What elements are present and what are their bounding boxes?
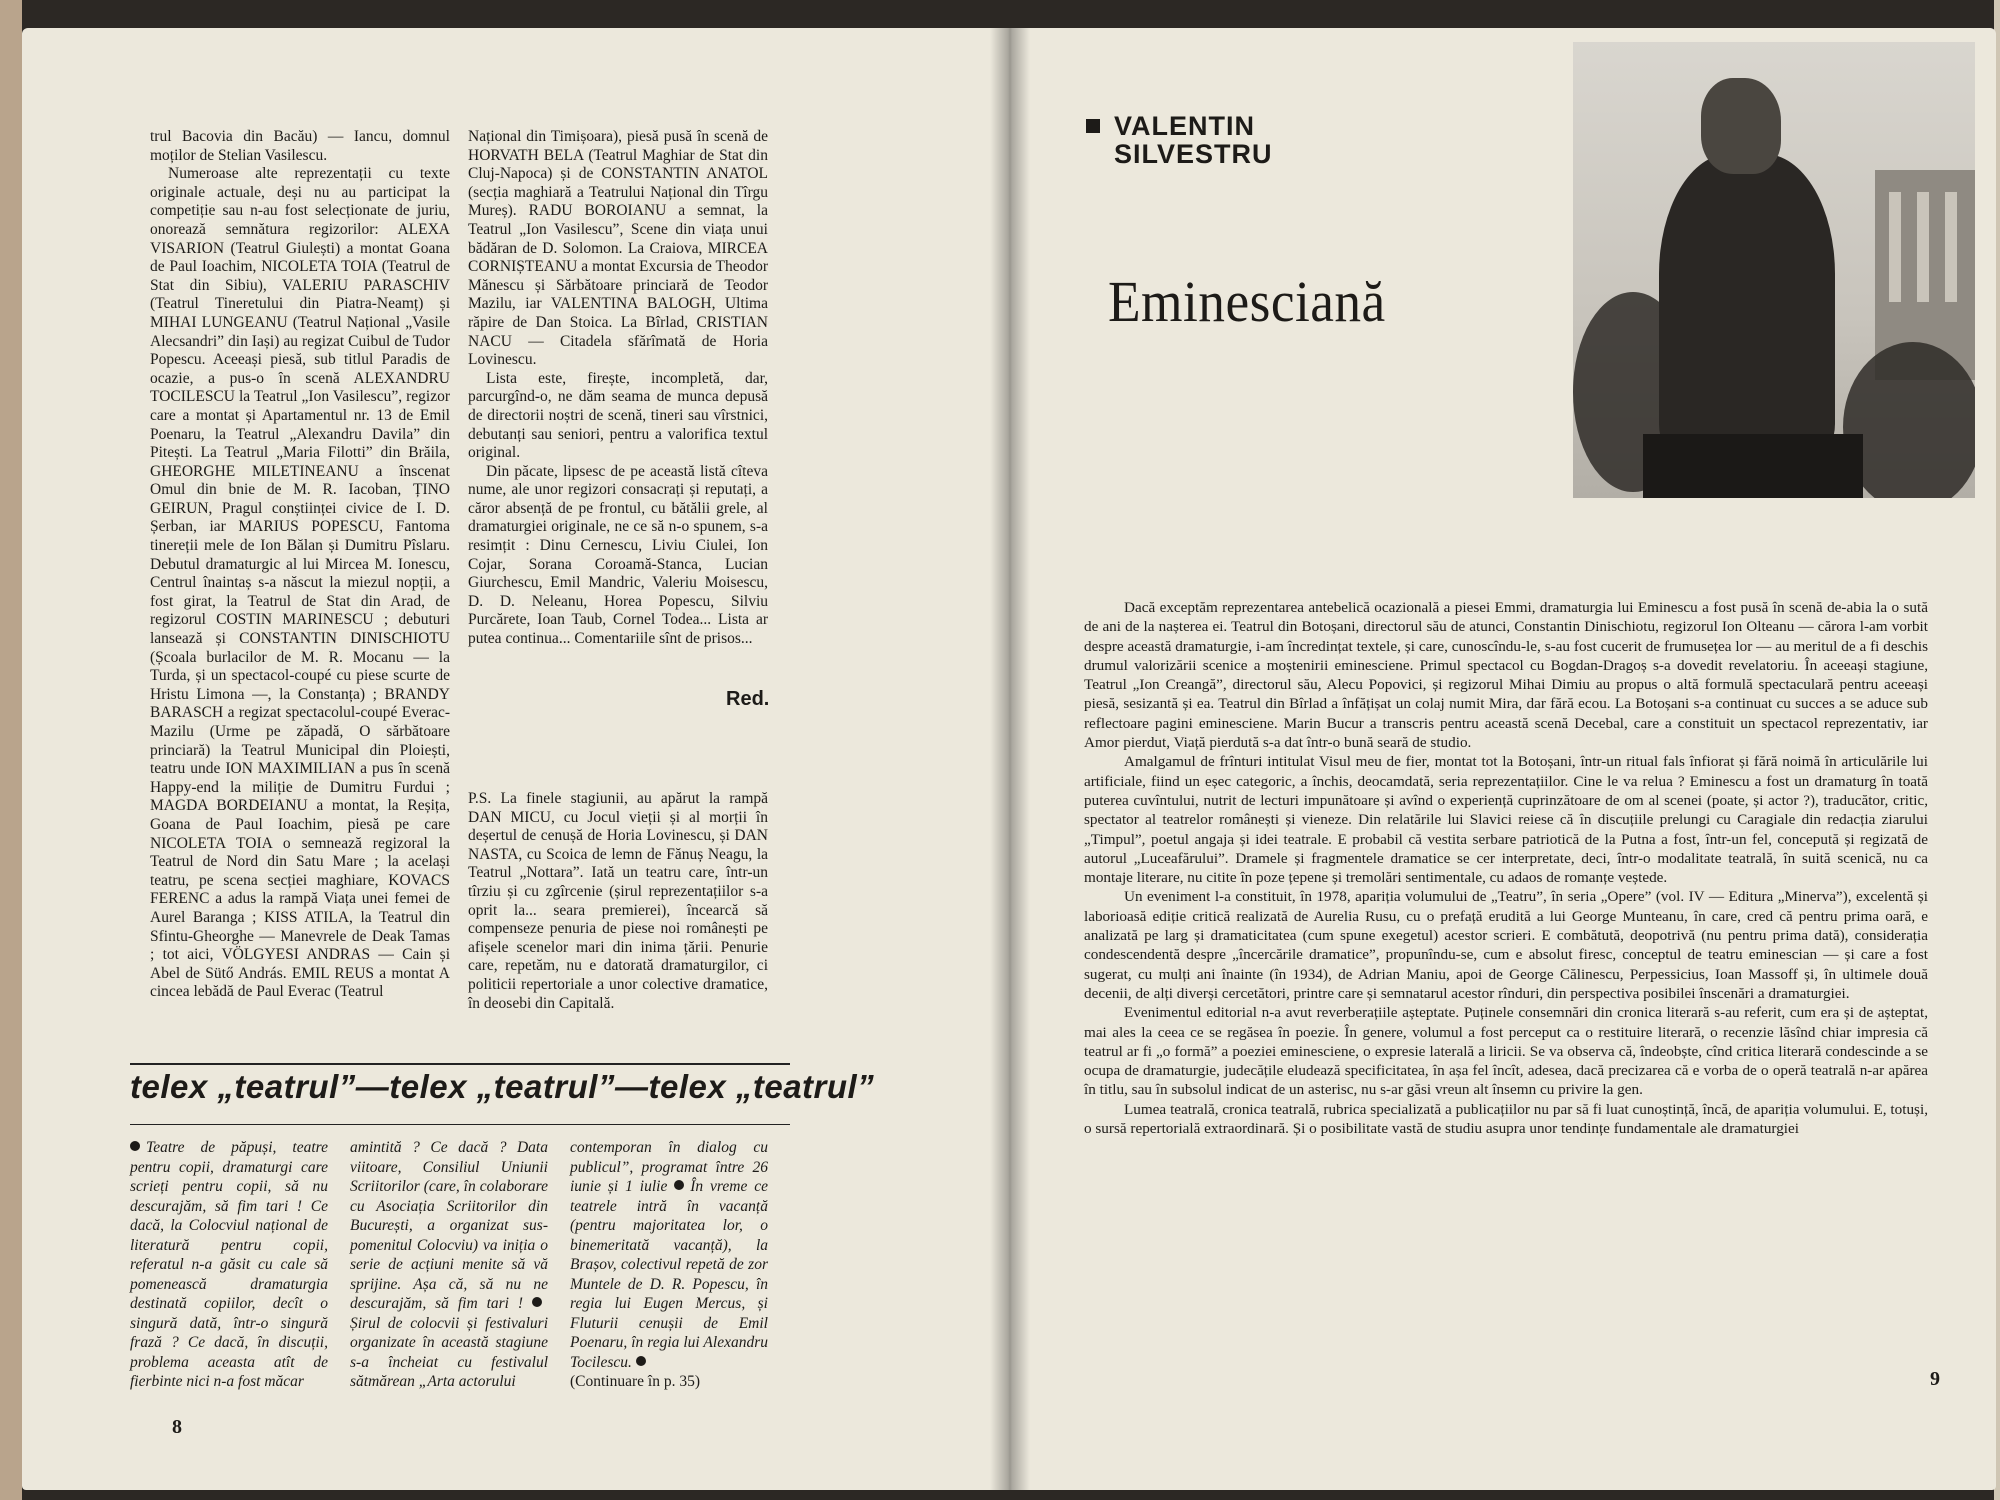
book-gutter bbox=[990, 28, 1030, 1490]
left-col2-para-3: Din păcate, lipsesc de pe această listă cîteva nume, ale unor regizori consacrați și reputați, a căror absență de pe frontul, cu bătălii grele, al dramaturgiei originale, ne ce să n-o spunem, s-a resimțit : Dinu Cernescu, Liviu Ciulei, Ion Cojar, Sorana Coroamă-Stanca, Lucian Giurchescu, Emil Mandric, Valeriu Moisescu, D. D. Neleanu, Horea Popescu, Silviu Purcărete, Ioan Taub, Cornel Todea... Lista ar putea continua... Comentariile sînt de prisos... bbox=[468, 462, 768, 648]
telex-rule-top bbox=[130, 1063, 790, 1065]
article-para-5: Lumea teatrală, cronica teatrală, rubrica specializată a publicațiilor nu par să fi luat cunoștință, încă, de apariția volumului. E, totuși, o sursă repertorială extraordinară. Și o posibilitate vastă de studiu asupra unor tendințe fundamentale ale dramaturgiei bbox=[1084, 1100, 1928, 1138]
left-col1-para-1: trul Bacovia din Bacău) — Iancu, domnul moților de Stelian Vasilescu. bbox=[150, 128, 450, 164]
page-number-right: 9 bbox=[1930, 1368, 1940, 1390]
editorial-signature: Red. bbox=[726, 688, 770, 710]
book-edge-left bbox=[0, 0, 22, 1500]
postscript bbox=[468, 790, 768, 1013]
statue-head bbox=[1701, 78, 1781, 174]
statue-pedestal bbox=[1643, 434, 1863, 498]
postscript-text: P.S. La finele stagiunii, au apărut la rampă DAN MICU, cu Jocul vieții și al morții în deșertul de cenușă de Horia Lovinescu, și DAN NASTA, cu Scoica de lemn de Fănuș Neagu, la Teatrul „Nottara”. Iată un teatru care, într-un tîrziu și cu zgîrcenie (șirul reprezentațiilor s-a oprit la... seara premierei), încearcă să compenseze penuria de piese noi românești pe afișele scenelor mari din inima țării. Penurie care, repetăm, nu e datorată dramaturgilor, ci politicii repertoriale a unor colective dramatice, în deosebi din Capitală. bbox=[468, 790, 768, 1012]
author-last-name: SILVESTRU bbox=[1114, 139, 1273, 169]
bullet-icon bbox=[532, 1297, 542, 1307]
telex-col2b-text: Șirul de colocvii și festivaluri organizate în această stagiune s-a încheiat cu festivalul sătmărean „Arta actorului bbox=[350, 1314, 548, 1390]
left-column-2 bbox=[468, 128, 768, 649]
photo-column bbox=[1917, 192, 1929, 302]
left-col2-para-2: Lista este, firește, incompletă, dar, parcurgînd-o, ne dăm seama de munca depusă de directorii noștri de scenă, tineri sau vîrstnici, debutanți sau seniori, pentru a valorifica textul original. bbox=[468, 369, 768, 462]
article-author bbox=[1086, 112, 1273, 168]
telex-heading: telex „teatrul”—telex „teatrul”—telex „teatrul” bbox=[130, 1068, 875, 1105]
photo-column bbox=[1945, 192, 1957, 302]
article-para-2: Amalgamul de frînturi intitulat Visul meu de fier, montat tot la Botoșani, într-un ritual fals înfiorat și fără noimă în articulările lui artificiale, fiind un eșec categoric, a închis, deocamdată, seria reprezentațiilor. Cine le va relua ? Eminescu a fost un dramaturg în toată puterea cuvîntului, nutrit de lecturi impunătoare și avînd o experiență cuprinzătoare de om al scenei (poate, și actor ?), traducător, critic, spectator al teatrelor românești și vieneze. Din relatările lui Slavici reiese că în discuțiile prelungi cu Caragiale din redacția ziarului „Timpul”, poetul angaja și idei teatrale. E probabil că vestita serbare patriotică de la Putna a fost, într-un fel, concepută și regizată de autorul „Luceafărului”. Dramele și fragmentele dramatice se cer interpretate, deci, într-o modalitate teatrală, în suită scenică, nu ca montaje literare, nu citite în poze țepene și tremolări sentimentale, cu adaos de romanțe veștede. bbox=[1084, 753, 1928, 887]
left-page bbox=[22, 28, 1012, 1490]
article-body bbox=[1084, 598, 1928, 1138]
article-title: Eminesciană bbox=[1108, 269, 1386, 334]
telex-rule-bottom bbox=[130, 1124, 790, 1125]
telex-col3-text: contemporan în dialog cu publicul”, programat între 26 iunie și 1 iulie bbox=[570, 1139, 768, 1195]
eminescu-statue-photo bbox=[1573, 42, 1975, 498]
article-para-3: Un eveniment l-a constituit, în 1978, apariția volumului de „Teatru”, în seria „Opere” (vol. IV — Editura „Minerva”), excelentă și laborioasă ediție critică realizată de Aurelia Rusu, cu o prefață erudită a lui George Munteanu, în care, cred că pentru prima oară, e analizată pe larg și dramaticitatea (cum spune exegetul) acestor scrieri. E combătută, deopotrivă (nu pentru prima dată), considerația condescendentă despre „încercările dramatice”, propunîndu-se, cum e absolut firesc, conceptul de teatru eminescian — și care a fost sugerat, cu mulți ani înainte (în 1934), de Adrian Maniu, apoi de George Călinescu, Perpessicius, Ioan Massoff și, în ultimele două decenii, de alți diverși cercetători, printre care și semnatarul acestor rînduri, din perspectiva posibilei înscenări a dramaturgiei. bbox=[1084, 888, 1928, 1002]
bullet-icon bbox=[636, 1356, 646, 1366]
square-bullet-icon bbox=[1086, 119, 1100, 133]
left-col2-para-1: Național din Timișoara), piesă pusă în scenă de HORVATH BELA (Teatrul Maghiar de Stat din Cluj-Napoca) și de CONSTANTIN ANATOL (secția maghiară a Teatrului Național din Tîrgu Mureș). RADU BOROIANU a semnat, la Teatrul „Ion Vasilescu”, Scene din viața unui bădăran de D. Solomon. La Craiova, MIRCEA CORNIȘTEANU a montat Excursia de Theodor Mănescu și Sărbătoare princiară de Teodor Mazilu, iar VALENTINA BALOGH, Ultima răpire de Dan Stoica. La Bîrlad, CRISTIAN NACU — Citadela sfărîmată de Horia Lovinescu. bbox=[468, 128, 768, 369]
article-para-4: Evenimentul editorial n-a avut reverberațiile așteptate. Puținele consemnări din cronica literară s-au referit, cum era și de așteptat, mai ales la ceea ce se regăsea în poezie. În genere, volumul a fost perceput ca o restituire literară, o recenzie lăsînd chiar impresia că teatrul ar fi „o formă” a poeziei eminesciene, o expresie laterală a liricii. Se va observa că, îndeobște, cînd critica literară condescinde a se ocupa de dramaturgie, judecățile eludează specificitatea, în așa fel încît, adesea, dacă precizarea că e vorba de o operă teatrală n-ar apărea în titlu, sau în subsolul indicat de un asterisc, nu s-ar găsi vreun alt însemn cu privire la gen. bbox=[1084, 1004, 1928, 1099]
left-col1-para-2: Numeroase alte reprezentații cu texte originale actuale, deși nu au participat la competiție sau n-au fost selecționate de juriu, onorează semnătura regizorilor: ALEXA VISARION (Teatrul Giulești) a montat Goana de Paul Ioachim, NICOLETA TOIA (Teatrul de Stat din Sibiu), VALERIU PARASCHIV (Teatrul Tineretului din Piatra-Neamț) și MIHAI LUNGEANU (Teatrul Național „Vasile Alecsandri” din Iași) au regizat Cuibul de Tudor Popescu. Aceeași piesă, sub titlul Paradis de ocazie, a pus-o în scenă ALEXANDRU TOCILESCU la Teatrul „Ion Vasilescu”, regizor care a montat și Apartamentul nr. 13 de Emil Poenaru, la Teatrul „Alexandru Davila” din Pitești. La Teatrul „Maria Filotti” din Brăila, GHEORGHE MILETINEANU a înscenat Omul din bnie de M. R. Iacoban, ȚINO GEIRUN, Pragul conștiinței civice de I. D. Șerban, iar MARIUS POPESCU, Fantoma tinereții mele de Ion Bălan și Dumitru Pîslaru. Debutul dramaturgic al lui Mircea M. Ionescu, Centrul înaintaș s-a născut la miezul nopții, a fost girat, la Teatrul de Stat din Arad, de regizorul COSTIN MARINESCU ; debuturi lansează și CONSTANTIN DINISCHIOTU (Școala burlacilor de M. R. Mocanu — la Turda, și un spectacol-coupé cu piese scurte de Hristu Limona —, la Constanța) ; BRANDY BARASCH a regizat spectacolul-coupé Everac-Mazilu (Urme pe zăpadă, O sărbătoare princiară) la Teatrul Municipal din Ploiești, teatru unde ION MAXIMILIAN a pus în scenă Happy-end la miliție de Dumitru Furdui ; MAGDA BORDEIANU a montat, la Reșița, Goana de Paul Ioachim, piesă pe care NICOLETA TOIA o semnează regizoral la Teatrul de Nord din Satu Mare ; la același teatru, pe scena secției maghiare, KOVACS FERENC a adus la rampă Viața unei femei de Aurel Baranga ; KISS ATILA, la Teatrul din Sfintu-Gheorghe — Manevrele de Deak Tamas ; tot aici, VÖLGYESI ANDRAS — Cain și Abel de Sütő András. EMIL REUS a montat A cincea lebădă de Paul Everac (Teatrul bbox=[150, 165, 450, 1001]
bullet-icon bbox=[130, 1141, 140, 1151]
left-column-1 bbox=[150, 128, 450, 1002]
telex-column-3 bbox=[570, 1138, 768, 1392]
telex-col2-text: amintită ? Ce dacă ? Data viitoare, Consiliul Uniunii Scriitorilor (care, în colaborare cu Asociația Scriitorilor din București, a organizat sus-pomenitul Colocviu) va iniția o serie de acțiuni menite să vă sprijine. Așa că, să nu ne descurajăm, să fim tari ! bbox=[350, 1139, 548, 1312]
photo-column bbox=[1889, 192, 1901, 302]
telex-column-1 bbox=[130, 1138, 328, 1392]
page-number-left: 8 bbox=[172, 1416, 182, 1438]
telex-continue-note: (Continuare în p. 35) bbox=[570, 1373, 701, 1390]
telex-column-2 bbox=[350, 1138, 548, 1392]
telex-col3b-text: În vreme ce teatrele intră în vacanță (pentru majoritatea lor, o binemeritată vacanță), la Brașov, colectivul repetă de zor Muntele de D. R. Popescu, în regia lui Eugen Mercus, și Fluturii cenușii de Emil Poenaru, în regia lui Alexandru Tocilescu. bbox=[570, 1178, 768, 1371]
telex-col1-text: Teatre de păpuși, teatre pentru copii, dramaturgi care scrieți pentru copii, să nu descurajăm, să fim tari ! Ce dacă, la Colocviul național de literatură pentru copii, referatul n-a găsit cu cale să pomenească dramaturgia destinată copiilor, decît o singură dată, într-o singură frază ? Ce dacă, în discuții, problema aceasta atît de fierbinte nici n-a fost măcar bbox=[130, 1139, 328, 1390]
author-first-name: VALENTIN bbox=[1114, 111, 1255, 141]
article-para-1: Dacă exceptăm reprezentarea antebelică ocazională a piesei Emmi, dramaturgia lui Eminescu a fost pusă în scenă de-abia la o sută de ani de la nașterea ei. Teatrul din Botoșani, directorul său de atunci, Constantin Dinischiotu, regizorul Ion Olteanu — cărora l-am vorbit despre această dramaturgie, i-am încredințat textele, și care, cunoscîndu-le, s-au fost cucerit de frumusețea lor — au meritul de a fi deschis drumul valorizării scenice a moștenirii eminesciene. Primul spectacol cu Bogdan-Dragoș s-a dovedit revelatoriu. În aceeași stagiune, Teatrul „Ion Creangă”, directorul său, Alecu Popovici, și regizorul Mihai Dimiu au propus o altă formulă spectaculară pentru aceeași piesă, sesizantă și ea. Teatrul din Bîrlad a înfățișat un colaj numit Mira, dar fără ecou. La Botoșani s-a continuat cu succes a se aduce sub reflectoare pagini eminesciene. Marin Bucur a transcris pentru această scenă Decebal, care a constituit un spectacol reprezentativ, iar Amor pierdut, Viață pierdută s-a dat într-o bună seară de studio. bbox=[1084, 599, 1928, 752]
statue-body bbox=[1659, 154, 1835, 454]
right-page bbox=[1006, 28, 1996, 1490]
bullet-icon bbox=[674, 1180, 684, 1190]
